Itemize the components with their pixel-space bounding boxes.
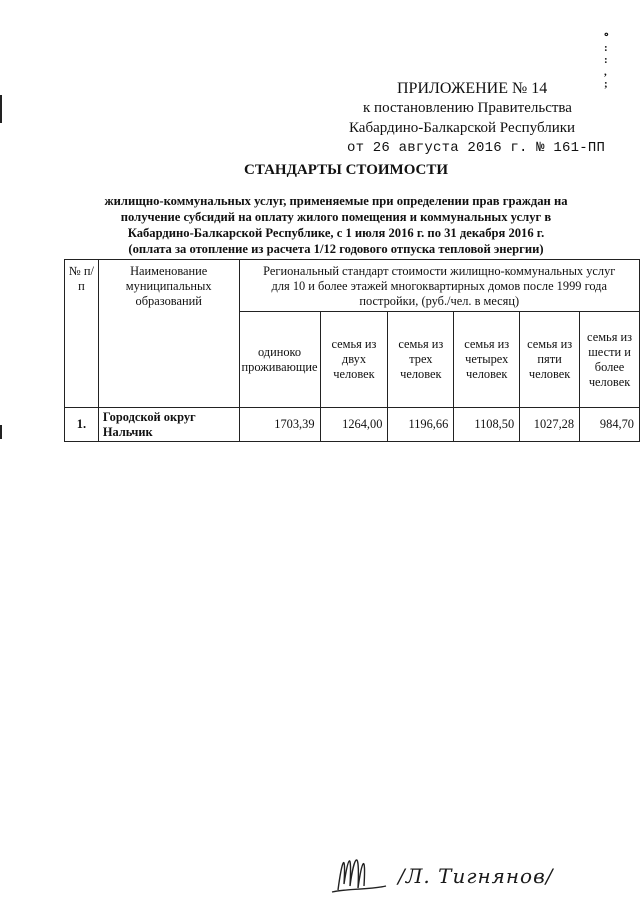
subheader-five: семья из пяти человек [520, 312, 580, 408]
subheader-single: одиноко проживающие [239, 312, 320, 408]
row-number: 1. [65, 408, 99, 442]
value-five: 1027,28 [520, 408, 580, 442]
document-subtitle [80, 193, 592, 257]
value-three: 1196,66 [388, 408, 454, 442]
subheader-four: семья из четырех человек [454, 312, 520, 408]
scan-margin-mark [0, 95, 2, 123]
signature-name: /Л. Тигнянов/ [398, 864, 554, 888]
subtitle-line: (оплата за отопление из расчета 1/12 годового отпуска тепловой энергии) [128, 242, 544, 256]
subtitle-line: Кабардино-Балкарской Республике, с 1 июля 2016 г. по 31 декабря 2016 г. [127, 226, 545, 240]
subtitle-line: получение субсидий на оплату жилого помещения и коммунальных услуг в [120, 210, 552, 224]
date-number-line: от 26 августа 2016 г. № 161-ПП [347, 140, 606, 156]
value-two: 1264,00 [320, 408, 388, 442]
subheader-six-plus: семья из шести и более человек [580, 312, 640, 408]
subtitle-line: жилищно-коммунальных услуг, применяемые при определении прав граждан на [104, 194, 568, 208]
value-single: 1703,39 [239, 408, 320, 442]
table-row [65, 408, 640, 442]
header-regional-standard: Региональный стандарт стоимости жилищно-коммунальных услуг для 10 и более этажей многоквартирных домов после 1999 года постройки, (руб./чел. в месяц) [239, 260, 639, 312]
subheader-three: семья из трех человек [388, 312, 454, 408]
appendix-label: ПРИЛОЖЕНИЕ № 14 [397, 80, 548, 97]
republic-line: Кабардино-Балкарской Республики [349, 120, 576, 136]
resolution-line: к постановлению Правительства [363, 100, 572, 116]
value-four: 1108,50 [454, 408, 520, 442]
header-municipality: Наименование муниципальных образований [98, 260, 239, 408]
subheader-two: семья из двух человек [320, 312, 388, 408]
corner-stamp-marks: ॰ : : , ; [604, 30, 609, 90]
document-title: СТАНДАРТЫ СТОИМОСТИ [244, 162, 449, 178]
scan-margin-mark [0, 425, 2, 439]
handwritten-signature [330, 840, 390, 898]
municipality-name: Городской округ Нальчик [98, 408, 239, 442]
standards-table [64, 259, 640, 442]
value-six-plus: 984,70 [580, 408, 640, 442]
header-num: № п/п [65, 260, 99, 408]
